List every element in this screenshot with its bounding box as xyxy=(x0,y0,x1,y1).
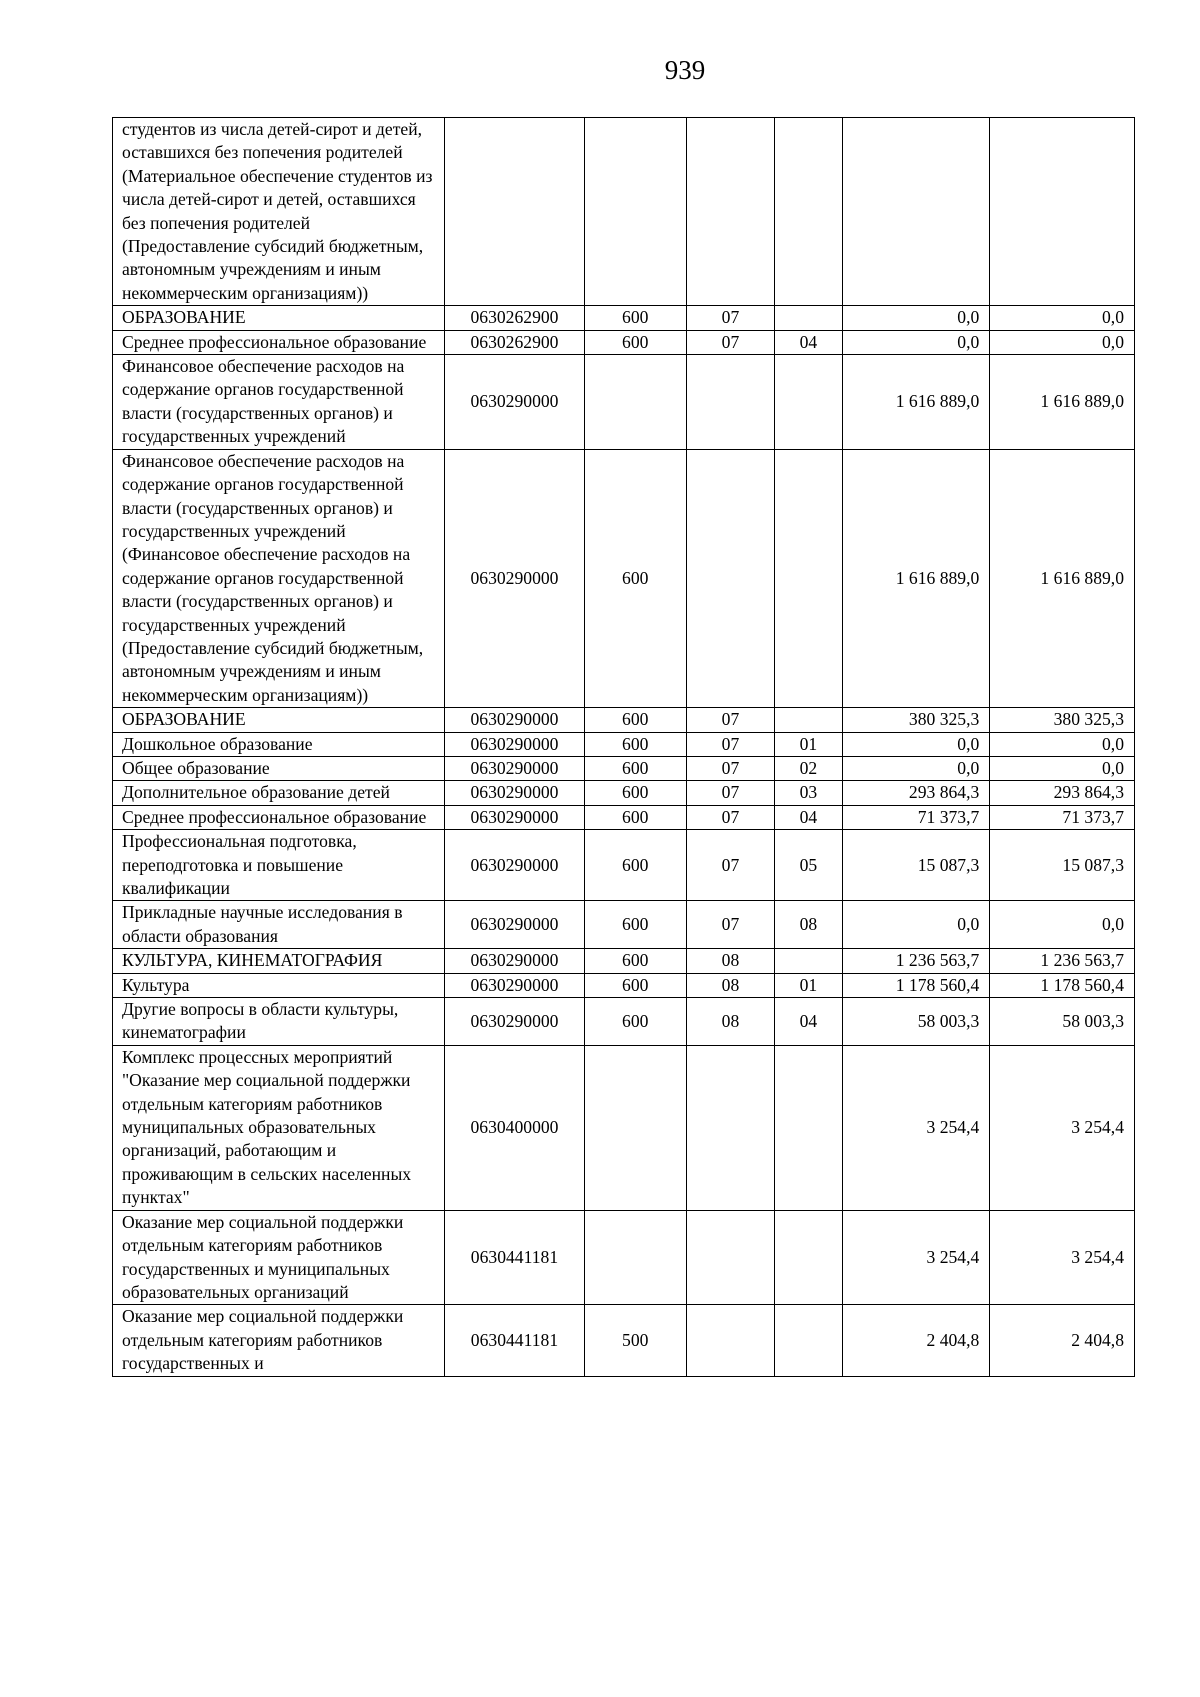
amount-year1-cell: 2 404,8 xyxy=(842,1305,990,1376)
subsection-cell xyxy=(775,306,842,330)
section-cell: 07 xyxy=(686,781,775,805)
expense-type-cell xyxy=(584,355,686,450)
amount-year2-cell: 3 254,4 xyxy=(990,1210,1135,1305)
section-cell xyxy=(686,1045,775,1210)
amount-year1-cell: 0,0 xyxy=(842,306,990,330)
row-name-cell: Финансовое обеспечение расходов на содержание органов государственной власти (государственных органов) и государственных учреждений (Финансовое обеспечение расходов на содержание органов государственной власти (государственных органов) и государственных учреждений (Предоставление субсидий бюджетным, автономным учреждениям и иным некоммерческим организациям)) xyxy=(113,449,445,707)
amount-year2-cell: 1 236 563,7 xyxy=(990,949,1135,973)
expense-type-cell: 600 xyxy=(584,732,686,756)
target-code-cell: 0630290000 xyxy=(445,708,585,732)
table-row xyxy=(113,1045,1135,1210)
section-cell xyxy=(686,1210,775,1305)
page-number: 939 xyxy=(664,55,706,85)
expense-type-cell xyxy=(584,1045,686,1210)
expense-type-cell: 600 xyxy=(584,949,686,973)
row-name-cell: Общее образование xyxy=(113,756,445,780)
expense-type-cell: 600 xyxy=(584,973,686,997)
amount-year2-cell xyxy=(990,118,1135,306)
subsection-cell xyxy=(775,1305,842,1376)
section-cell: 08 xyxy=(686,973,775,997)
expense-type-cell: 600 xyxy=(584,781,686,805)
row-name-cell: ОБРАЗОВАНИЕ xyxy=(113,708,445,732)
row-name-cell: Дополнительное образование детей xyxy=(113,781,445,805)
target-code-cell: 0630290000 xyxy=(445,756,585,780)
subsection-cell xyxy=(775,949,842,973)
table-row xyxy=(113,830,1135,901)
target-code-cell: 0630290000 xyxy=(445,449,585,707)
amount-year2-cell: 2 404,8 xyxy=(990,1305,1135,1376)
amount-year2-cell: 71 373,7 xyxy=(990,805,1135,829)
table-body xyxy=(113,118,1135,1377)
subsection-cell: 04 xyxy=(775,805,842,829)
section-cell: 07 xyxy=(686,708,775,732)
row-name-cell: Оказание мер социальной поддержки отдельным категориям работников государственных и xyxy=(113,1305,445,1376)
table-row xyxy=(113,998,1135,1046)
amount-year1-cell: 3 254,4 xyxy=(842,1045,990,1210)
expense-type-cell: 600 xyxy=(584,330,686,354)
expense-type-cell: 600 xyxy=(584,449,686,707)
amount-year2-cell: 1 616 889,0 xyxy=(990,449,1135,707)
expense-type-cell: 600 xyxy=(584,998,686,1046)
section-cell: 08 xyxy=(686,949,775,973)
amount-year1-cell: 0,0 xyxy=(842,732,990,756)
amount-year1-cell: 1 178 560,4 xyxy=(842,973,990,997)
table-row xyxy=(113,756,1135,780)
row-name-cell: студентов из числа детей-сирот и детей, оставшихся без попечения родителей (Материальное обеспечение студентов из числа детей-сирот и детей, оставшихся без попечения родителей (Предоставление субсидий бюджетным, автономным учреждениям и иным некоммерческим организациям)) xyxy=(113,118,445,306)
section-cell: 08 xyxy=(686,998,775,1046)
section-cell: 07 xyxy=(686,901,775,949)
table-row xyxy=(113,449,1135,707)
subsection-cell xyxy=(775,449,842,707)
subsection-cell xyxy=(775,355,842,450)
table-row xyxy=(113,901,1135,949)
amount-year2-cell: 0,0 xyxy=(990,330,1135,354)
section-cell xyxy=(686,355,775,450)
amount-year2-cell: 0,0 xyxy=(990,901,1135,949)
subsection-cell xyxy=(775,1045,842,1210)
section-cell xyxy=(686,449,775,707)
expense-type-cell: 600 xyxy=(584,830,686,901)
subsection-cell xyxy=(775,118,842,306)
amount-year2-cell: 0,0 xyxy=(990,732,1135,756)
amount-year1-cell: 58 003,3 xyxy=(842,998,990,1046)
row-name-cell: ОБРАЗОВАНИЕ xyxy=(113,306,445,330)
subsection-cell: 01 xyxy=(775,973,842,997)
amount-year1-cell: 15 087,3 xyxy=(842,830,990,901)
amount-year1-cell: 1 236 563,7 xyxy=(842,949,990,973)
row-name-cell: Культура xyxy=(113,973,445,997)
target-code-cell xyxy=(445,118,585,306)
subsection-cell: 05 xyxy=(775,830,842,901)
amount-year2-cell: 0,0 xyxy=(990,756,1135,780)
section-cell xyxy=(686,1305,775,1376)
subsection-cell xyxy=(775,708,842,732)
table-row xyxy=(113,1210,1135,1305)
row-name-cell: Профессиональная подготовка, переподготовка и повышение квалификации xyxy=(113,830,445,901)
subsection-cell: 04 xyxy=(775,330,842,354)
table-row xyxy=(113,805,1135,829)
target-code-cell: 0630290000 xyxy=(445,901,585,949)
table-row xyxy=(113,949,1135,973)
target-code-cell: 0630290000 xyxy=(445,781,585,805)
amount-year1-cell: 0,0 xyxy=(842,901,990,949)
target-code-cell: 0630290000 xyxy=(445,732,585,756)
subsection-cell: 02 xyxy=(775,756,842,780)
section-cell: 07 xyxy=(686,732,775,756)
table-row xyxy=(113,781,1135,805)
target-code-cell: 0630290000 xyxy=(445,998,585,1046)
table-row xyxy=(113,355,1135,450)
subsection-cell: 03 xyxy=(775,781,842,805)
expense-type-cell: 600 xyxy=(584,306,686,330)
target-code-cell: 0630262900 xyxy=(445,330,585,354)
row-name-cell: Дошкольное образование xyxy=(113,732,445,756)
row-name-cell: Среднее профессиональное образование xyxy=(113,330,445,354)
target-code-cell: 0630441181 xyxy=(445,1210,585,1305)
amount-year2-cell: 1 616 889,0 xyxy=(990,355,1135,450)
expense-type-cell: 600 xyxy=(584,805,686,829)
row-name-cell: Комплекс процессных мероприятий "Оказание мер социальной поддержки отдельным категориям работников муниципальных образовательных организаций, работающим и проживающим в сельских населенных пунктах" xyxy=(113,1045,445,1210)
amount-year1-cell: 380 325,3 xyxy=(842,708,990,732)
amount-year1-cell: 71 373,7 xyxy=(842,805,990,829)
expense-type-cell: 600 xyxy=(584,708,686,732)
amount-year2-cell: 15 087,3 xyxy=(990,830,1135,901)
table-row xyxy=(113,1305,1135,1376)
section-cell xyxy=(686,118,775,306)
table-row xyxy=(113,973,1135,997)
expense-type-cell xyxy=(584,118,686,306)
amount-year1-cell: 293 864,3 xyxy=(842,781,990,805)
expense-type-cell: 600 xyxy=(584,901,686,949)
table-row xyxy=(113,732,1135,756)
amount-year2-cell: 0,0 xyxy=(990,306,1135,330)
subsection-cell: 01 xyxy=(775,732,842,756)
subsection-cell: 08 xyxy=(775,901,842,949)
amount-year1-cell: 3 254,4 xyxy=(842,1210,990,1305)
target-code-cell: 0630290000 xyxy=(445,830,585,901)
amount-year2-cell: 58 003,3 xyxy=(990,998,1135,1046)
row-name-cell: Прикладные научные исследования в области образования xyxy=(113,901,445,949)
amount-year2-cell: 293 864,3 xyxy=(990,781,1135,805)
table-row xyxy=(113,306,1135,330)
target-code-cell: 0630262900 xyxy=(445,306,585,330)
budget-table xyxy=(112,117,1135,1377)
expense-type-cell: 500 xyxy=(584,1305,686,1376)
target-code-cell: 0630400000 xyxy=(445,1045,585,1210)
subsection-cell xyxy=(775,1210,842,1305)
section-cell: 07 xyxy=(686,306,775,330)
amount-year1-cell: 0,0 xyxy=(842,330,990,354)
expense-type-cell xyxy=(584,1210,686,1305)
row-name-cell: КУЛЬТУРА, КИНЕМАТОГРАФИЯ xyxy=(113,949,445,973)
target-code-cell: 0630290000 xyxy=(445,805,585,829)
table-row xyxy=(113,118,1135,306)
expense-type-cell: 600 xyxy=(584,756,686,780)
amount-year2-cell: 1 178 560,4 xyxy=(990,973,1135,997)
target-code-cell: 0630290000 xyxy=(445,355,585,450)
target-code-cell: 0630441181 xyxy=(445,1305,585,1376)
target-code-cell: 0630290000 xyxy=(445,949,585,973)
row-name-cell: Финансовое обеспечение расходов на содержание органов государственной власти (государственных органов) и государственных учреждений xyxy=(113,355,445,450)
target-code-cell: 0630290000 xyxy=(445,973,585,997)
amount-year1-cell: 1 616 889,0 xyxy=(842,449,990,707)
amount-year1-cell xyxy=(842,118,990,306)
section-cell: 07 xyxy=(686,756,775,780)
amount-year2-cell: 380 325,3 xyxy=(990,708,1135,732)
table-row xyxy=(113,330,1135,354)
section-cell: 07 xyxy=(686,830,775,901)
table-row xyxy=(113,708,1135,732)
subsection-cell: 04 xyxy=(775,998,842,1046)
amount-year1-cell: 0,0 xyxy=(842,756,990,780)
section-cell: 07 xyxy=(686,805,775,829)
section-cell: 07 xyxy=(686,330,775,354)
row-name-cell: Среднее профессиональное образование xyxy=(113,805,445,829)
row-name-cell: Оказание мер социальной поддержки отдельным категориям работников государственных и муниципальных образовательных организаций xyxy=(113,1210,445,1305)
row-name-cell: Другие вопросы в области культуры, кинематографии xyxy=(113,998,445,1046)
amount-year1-cell: 1 616 889,0 xyxy=(842,355,990,450)
amount-year2-cell: 3 254,4 xyxy=(990,1045,1135,1210)
